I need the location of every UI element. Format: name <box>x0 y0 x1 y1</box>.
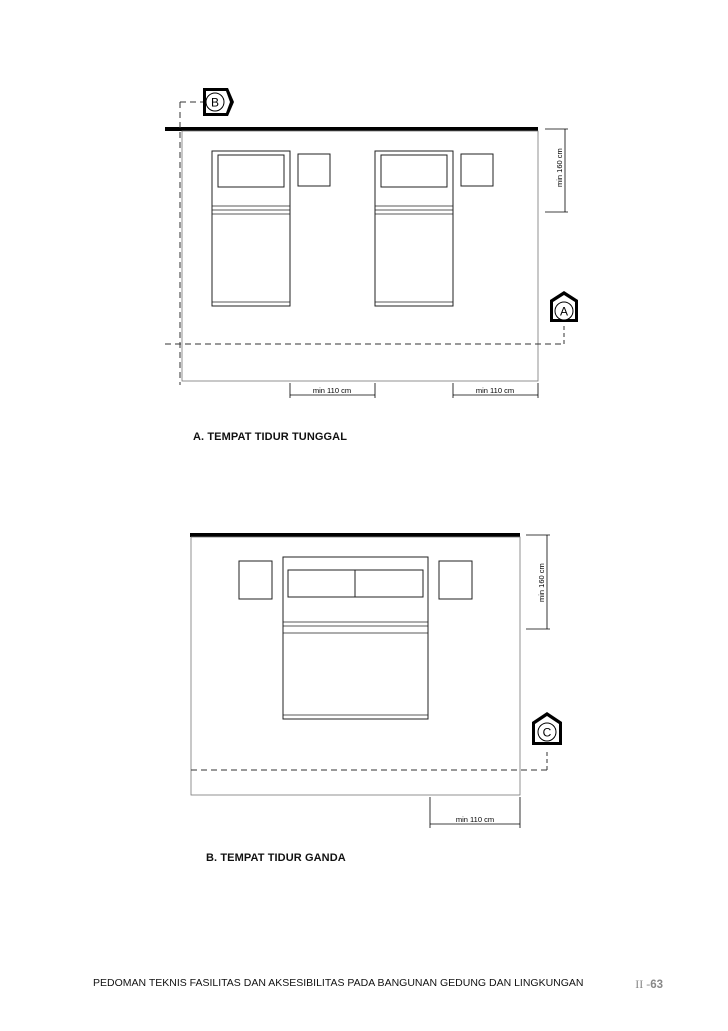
single-bed-2 <box>375 151 453 306</box>
nightstand-2 <box>461 154 493 186</box>
page-footer <box>93 977 663 989</box>
dimension-bottom-a-label-1: min 110 cm <box>312 386 352 395</box>
nightstand-left <box>239 561 272 599</box>
dimension-side-a-label: min 160 cm <box>555 148 564 187</box>
nightstand-1 <box>298 154 330 186</box>
section-marker-c <box>532 712 562 745</box>
caption-figure-a: A. TEMPAT TIDUR TUNGGAL <box>193 431 348 443</box>
figure-a-single-beds <box>165 102 568 398</box>
dimension-bottom-a-label-2: min 110 cm <box>475 386 515 395</box>
page-number-prefix: II - <box>635 977 651 991</box>
page-number <box>635 977 663 992</box>
dimension-side-b-label: min 160 cm <box>537 563 546 602</box>
figure-b-double-bed <box>190 535 550 828</box>
double-bed <box>283 557 428 719</box>
single-bed-1 <box>212 151 290 306</box>
section-marker-b <box>203 88 234 116</box>
dimension-bottom-b-label: min 110 cm <box>455 815 495 824</box>
footer-title: PEDOMAN TEKNIS FASILITAS DAN AKSESIBILITAS PADA BANGUNAN GEDUNG DAN LINGKUNGAN <box>93 977 584 989</box>
section-mark-c-label: C <box>542 725 552 740</box>
section-mark-b-label: B <box>210 95 220 110</box>
page-number-value: 63 <box>650 979 663 991</box>
section-mark-a-label: A <box>559 304 569 319</box>
caption-figure-b: B. TEMPAT TIDUR GANDA <box>206 852 346 864</box>
section-marker-a <box>550 291 578 322</box>
nightstand-right <box>439 561 472 599</box>
